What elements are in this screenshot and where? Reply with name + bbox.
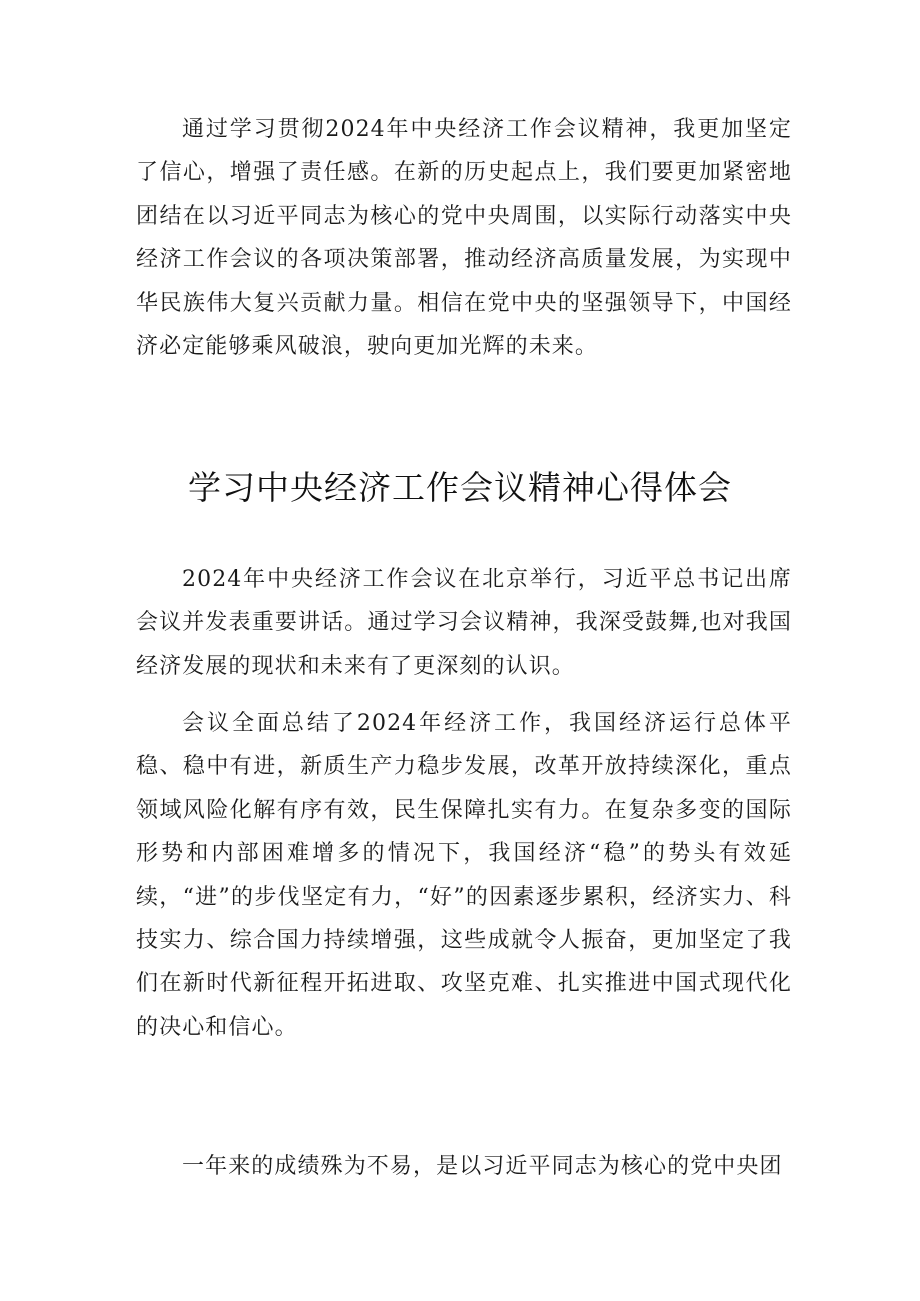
document-title: 学习中央经济工作会议精神心得体会 xyxy=(188,468,732,507)
paragraph-conclusion: 通过学习贯彻2024年中央经济工作会议精神，我更加坚定了信心，增强了责任感。在新的历史起点上，我们要更加紧密地团结在以习近平同志为核心的党中央周围，以实际行动落实中央经济工作会议的各项决策部署，推动经济高质量发展，为实现中华民族伟大复兴贡献力量。相信在党中央的坚强领导下，中国经济必定能够乘风破浪，驶向更加光辉的未来。 xyxy=(136,117,792,360)
paragraph-intro: 2024年中央经济工作会议在北京举行，习近平总书记出席会议并发表重要讲话。通过学习会议精神，我深受鼓舞,也对我国经济发展的现状和未来有了更深刻的认识。 xyxy=(136,567,792,679)
paragraph-summary: 会议全面总结了2024年经济工作，我国经济运行总体平稳、稳中有进，新质生产力稳步发展，改革开放持续深化，重点领域风险化解有序有效，民生保障扎实有力。在复杂多变的国际形势和内部困难增多的情况下，我国经济“稳”的势头有效延续，“进”的步伐坚定有力，“好”的因素逐步累积，经济实力、科技实力、综合国力持续增强，这些成就令人振奋，更加坚定了我们在新时代新征程开拓进取、攻坚克难、扎实推进中国式现代化的决心和信心。 xyxy=(136,711,792,1040)
paragraph-continuation: 一年来的成绩殊为不易，是以习近平同志为核心的党中央团 xyxy=(182,1154,783,1179)
